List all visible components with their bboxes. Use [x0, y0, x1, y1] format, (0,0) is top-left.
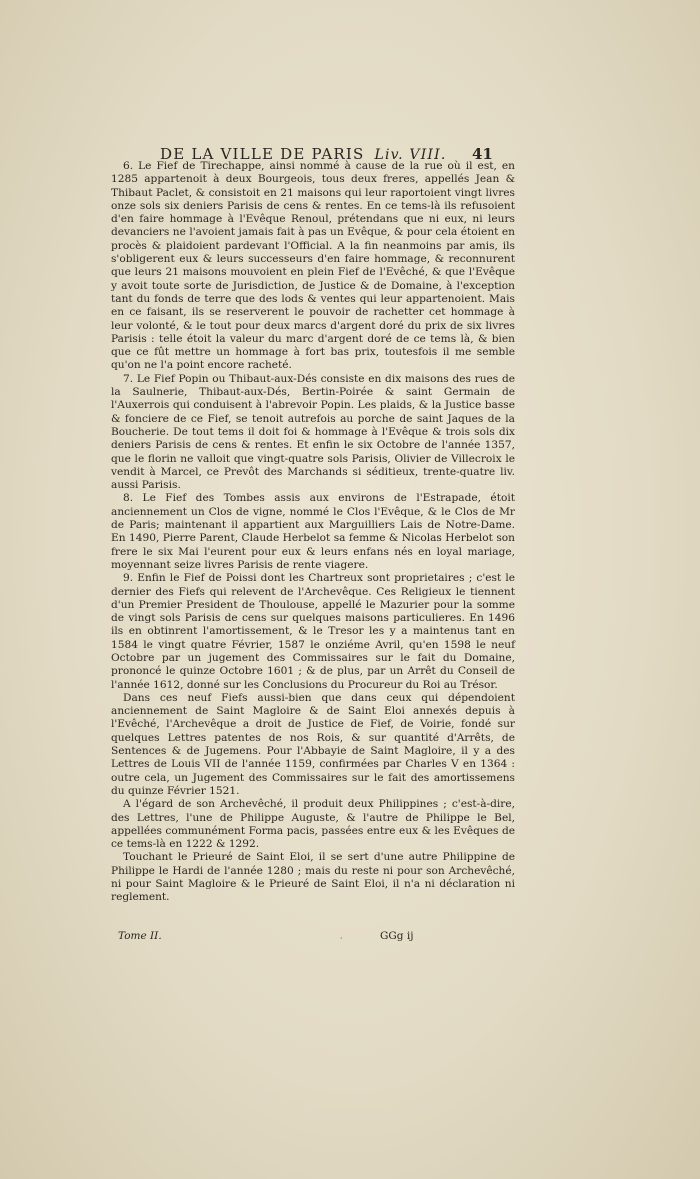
paragraph: 6. Le Fief de Tirechappe, ainsi nommé à cause de la rue où il est, en 1285 appartenoit à deux Bourgeois, tous deux freres, appellés Jean & Thibaut Paclet, & consistoit en 21 maisons qui leur raportoient vingt livres onze sols six deniers Parisis de cens & rentes. En ce tems-là ils refusoient d'en faire hommage à l'Evêque Renoul, prétendans que ni eux, ni leurs devanciers ne l'avoient jamais fait à pas un Evêque, & pour cela étoient en procès & plaidoient pardevant l'Official. A la fin neanmoins par amis, ils s'obligerent eux & leurs successeurs d'en faire hommage, & reconnurent que leurs 21 maisons mouvoient en plein Fief de l'Evêché, & que l'Evêque y avoit toute sorte de Jurisdiction, de Justice & de Domaine, à l'exception tant du fonds de terre que des lods & ventes qui leur appartenoient. Mais en ce faisant, ils se reserverent le pouvoir de rachetter cet hommage à leur volonté, & le tout pour deux marcs d'argent doré du prix de six livres Parisis : telle étoit la valeur du marc d'argent doré de ce tems là, & bien que ce fût mettre un hommage à fort bas prix, toutesfois il me semble qu'on ne l'a point encore racheté.	[111, 160, 515, 372]
page-number: 41	[472, 145, 493, 163]
paragraph: 8. Le Fief des Tombes assis aux environs de l'Estrapade, étoit anciennement un Clos de vigne, nommé le Clos l'Evêque, & le Clos de Mr de Paris; maintenant il appartient aux Marguilliers Lais de Notre-Dame. En 1490, Pierre Parent, Claude Herbelot sa femme & Nicolas Herbelot son frere le six Mai l'eurent pour eux & leurs enfans nés en loyal mariage, moyennant seize livres Parisis de rente viagere.	[111, 492, 515, 571]
paragraph: Dans ces neuf Fiefs aussi-bien que dans ceux qui dépendoient anciennement de Saint Magloire & de Saint Eloi annexés depuis à l'Evêché, l'Archevêque a droit de Justice de Fief, de Voirie, fondé sur quelques Lettres patentes de nos Rois, & sur quantité d'Arrêts, de Sentences & de Jugemens. Pour l'Abbayie de Saint Magloire, il y a des Lettres de Louis VII de l'année 1159, confirmées par Charles V en 1364 : outre cela, un Jugement des Commissaires sur le fait des amortissemens du quinze Février 1521.	[111, 691, 515, 797]
paragraph: 7. Le Fief Popin ou Thibaut-aux-Dés consiste en dix maisons des rues de la Saulnerie, Thibaut-aux-Dés, Bertin-Poirée & saint Germain de l'Auxerrois qui conduisent à l'abrevoir Popin. Les plaids, & la Justice basse & fonciere de ce Fief, se tenoit autrefois au porche de saint Jaques de la Boucherie. De tout tems il doit foi & hommage à l'Evêque & trois sols dix deniers Parisis de cens & rentes. Et enfin le six Octobre de l'année 1357, que le florin ne valloit que vingt-quatre sols Parisis, Olivier de Villecroix le vendit à Marcel, ce Prevôt des Marchands si séditieux, trente-quatre liv. aussi Parisis.	[111, 372, 515, 492]
header-book: Liv. VIII.	[374, 147, 447, 163]
volume-label: Tome II.	[118, 930, 162, 942]
paragraph: Touchant le Prieuré de Saint Eloi, il se sert d'une autre Philippine de Philippe le Hardi de l'année 1280 ; mais du reste ni pour son Archevêché, ni pour Saint Magloire & le Prieuré de Saint Eloi, il n'a ni déclaration ni reglement.	[111, 851, 515, 904]
header-title: DE LA VILLE DE PARIS	[160, 145, 365, 163]
ink-speck: ·	[340, 934, 343, 943]
body-text	[111, 160, 515, 905]
paragraph: 9. Enfin le Fief de Poissi dont les Chartreux sont proprietaires ; c'est le dernier des Fiefs qui relevent de l'Archevêque. Ces Religieux le tiennent d'un Premier President de Thoulouse, appellé le Mazurier pour la somme de vingt sols Parisis de cens sur quelques maisons particulieres. En 1496 ils en obtinrent l'amortissement, & le Tresor les y a maintenus tant en 1584 le vingt quatre Février, 1587 le onziéme Avril, qu'en 1598 le neuf Octobre par un jugement des Commissaires sur le fait du Domaine, prononcé le quinze Octobre 1601 ; & de plus, par un Arrêt du Conseil de l'année 1612, donné sur les Conclusions du Procureur du Roi au Trésor.	[111, 572, 515, 691]
paragraph: A l'égard de son Archevêché, il produit deux Philippines ; c'est-à-dire, des Lettres, l'une de Philippe Auguste, & l'autre de Philippe le Bel, appellées communément Forma pacis, passées entre eux & les Evêques de ce tems-là en 1222 & 1292.	[111, 798, 515, 851]
signature-mark: GGg ij	[380, 930, 414, 942]
